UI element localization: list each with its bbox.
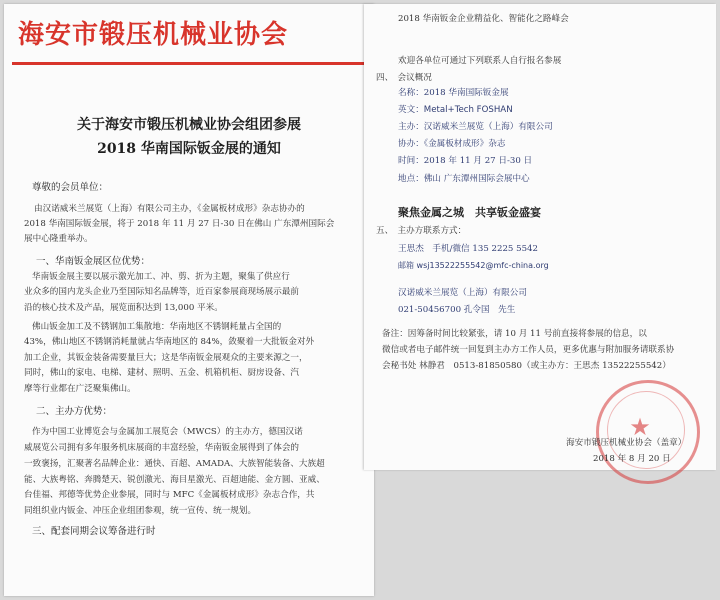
overview-english: 英文：Metal+Tech FOSHAN <box>398 105 513 115</box>
body-line: 一致褒扬，汇聚著名品牌企业：通快、百超、AMADA、大族智能装备、大族超 <box>24 459 325 469</box>
page-header-note: 2018 华南钣金企业精益化、智能化之路峰会 <box>398 14 569 24</box>
section-heading: 三、配套同期会议筹备进行时 <box>32 526 156 537</box>
overview-time: 时间：2018 年 11 月 27 日-30 日 <box>398 156 533 166</box>
body-line: 同组织业内钣金、冲压企业组团参观，统一宣传、统一规划。 <box>24 506 257 516</box>
signature-org: 海安市锻压机械业协会（盖章） <box>566 438 687 448</box>
letterhead-divider <box>12 62 368 65</box>
body-line: 同时，佛山的家电、电梯、建材、照明、五金、机箱机柜、厨房设备、汽 <box>24 368 300 378</box>
body-line: 展中心隆重举办。 <box>24 234 93 244</box>
remark-line: 会秘书处 林静君 0513-81850580（或主办方：王思杰 13522255542） <box>382 361 671 371</box>
body-line: 台佳福、邦德等优势企业参展，同时与 MFC《金属板材成形》杂志合作，共 <box>24 490 315 500</box>
overview-venue: 地点：佛山 广东潭州国际会展中心 <box>398 174 530 184</box>
body-line: 威展览公司拥有多年服务机床展商的丰富经验，华南钣金展得到了体会的 <box>24 443 300 453</box>
body-line: 沿的核心技术及产品，展览面积达到 13,000 平米。 <box>24 303 223 313</box>
section-5-heading: 五、 主办方联系方式： <box>376 226 467 236</box>
section-heading: 一、华南钣金展区位优势： <box>36 256 151 267</box>
section-heading: 尊敬的会员单位： <box>32 182 109 193</box>
body-line: 华南钣金展主要以展示激光加工、冲、剪、折为主题，聚集了供应行 <box>32 272 290 282</box>
overview-name: 名称：2018 华南国际钣金展 <box>398 88 509 98</box>
contact-phone: 021-50456700 孔令国 先生 <box>398 305 516 315</box>
association-seal <box>596 380 700 484</box>
overview-co-organizer: 协办：《金属板材成形》杂志 <box>398 139 506 149</box>
contact-email: 邮箱 wsj13522255542@mfc-china.org <box>398 261 549 270</box>
body-line: 加工企业，其钣金装备需要量巨大；这是华南钣金展观众的主要来源之一， <box>24 353 308 363</box>
contact-person: 王思杰 手机/微信 135 2225 5542 <box>398 244 538 254</box>
body-line: 能、大族粤铭、奔腾楚天、锐创激光、海目星激光、百超迪能、金方圆、亚威、 <box>24 475 325 485</box>
body-line: 由汉诺威米兰展览（上海）有限公司主办，《金属板材成形》杂志协办的 <box>34 204 305 214</box>
registration-intro: 欢迎各单位可通过下列联系人自行报名参展 <box>398 56 562 66</box>
body-line: 业众多的国内龙头企业乃至国际知名品牌等，近百家参展商现场展示最前 <box>24 287 300 297</box>
remark-line: 备注：因筹备时间比较紧张，请 10 月 11 号前直接将参展的信息，以 <box>382 329 647 339</box>
body-line: 佛山钣金加工及不锈钢加工集散地：华南地区不锈钢耗量占全国的 <box>32 322 282 332</box>
signature-date: 2018 年 8 月 20 日 <box>593 454 671 464</box>
letterhead-title: 海安市锻压机械业协会 <box>18 20 289 50</box>
notice-title-line1: 关于海安市锻压机械业协会组团参展 <box>77 117 301 133</box>
body-line: 43%，佛山地区不锈钢消耗量就占华南地区的 84%，敛聚着一大批钣金对外 <box>24 337 315 347</box>
remark-line: 微信或者电子邮件统一回复到主办方工作人员，更多优惠与附加服务请联系协 <box>382 345 675 355</box>
section-heading: 二、主办方优势： <box>36 406 113 417</box>
notice-title-line2: 2018 华南国际钣金展的通知 <box>97 141 281 157</box>
section-4-heading: 四、 会议概况 <box>376 73 432 83</box>
body-line: 摩等行业都在广泛聚集佛山。 <box>24 384 136 394</box>
contact-company: 汉诺威米兰展览（上海）有限公司 <box>398 288 527 298</box>
notice-page-1 <box>4 4 374 596</box>
event-tagline: 聚焦金属之城 共享钣金盛宴 <box>398 206 541 219</box>
body-line: 作为中国工业博览会与金属加工展览会（MWCS）的主办方，德国汉诺 <box>32 427 303 437</box>
overview-organizer: 主办：汉诺威米兰展览（上海）有限公司 <box>398 122 553 132</box>
body-line: 2018 华南国际钣金展，将于 2018 年 11 月 27 日-30 日在佛山 广东潭州国际会 <box>24 219 335 229</box>
seal-star-icon: ★ <box>629 413 651 441</box>
